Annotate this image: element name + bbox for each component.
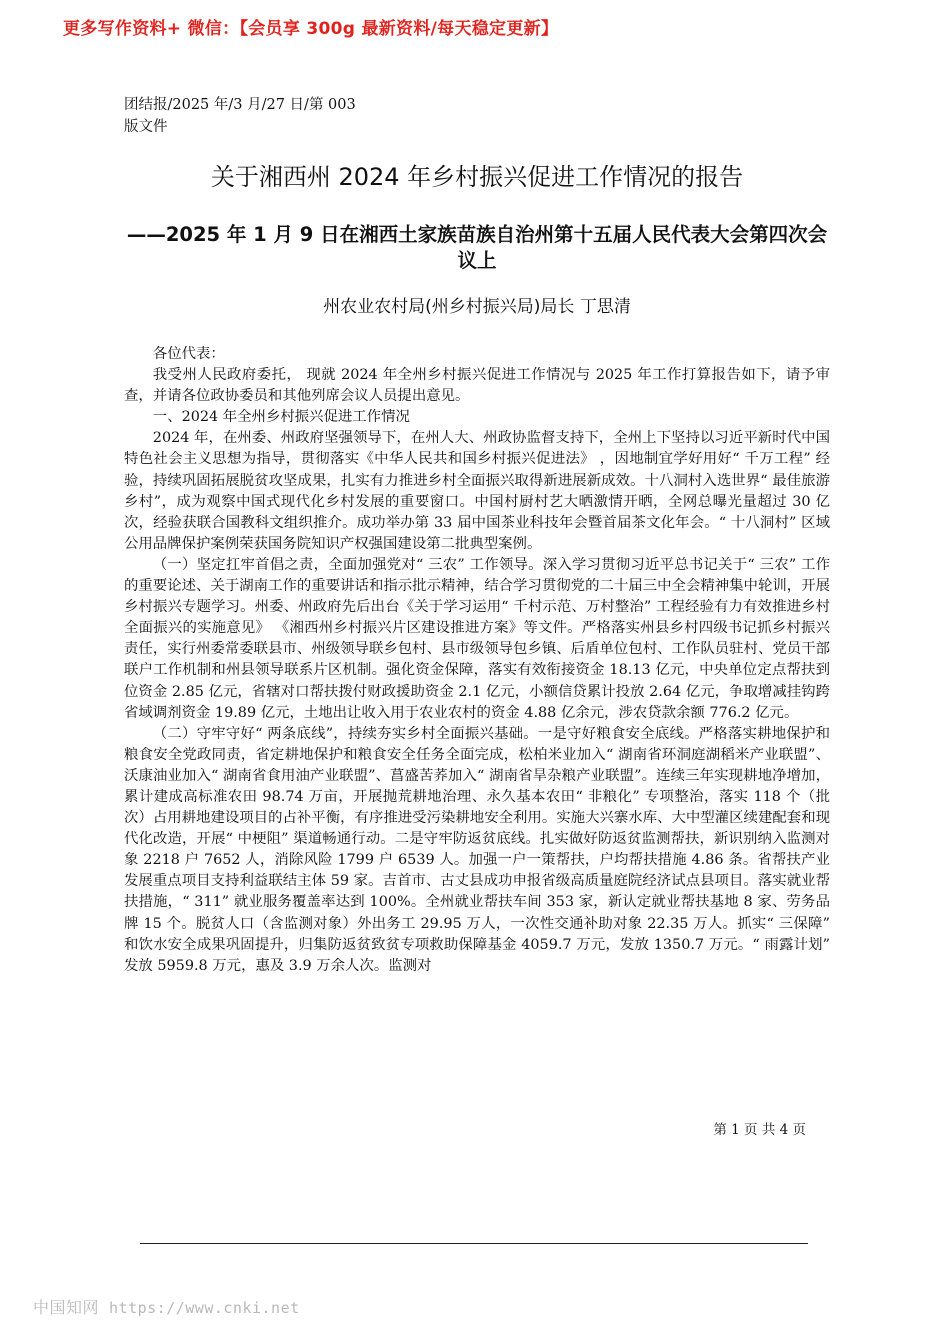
document-body (124, 344, 830, 977)
source-line-2: 版文件 (124, 119, 168, 135)
body-paragraph: （二）守牢守好“ 两条底线”，持续夯实乡村全面振兴基础。一是守好粮食安全底线。严格落实耕地保护和粮食安全党政同责，省定耕地保护和粮食安全任务全面完成，松柏米业加入“ 湖南省环洞庭湖稻米产业联盟”、沃康油业加入“ 湖南省食用油产业联盟”、菖盛苦荞加入“ 湖南省旱杂粮产业联盟”。连续三年实现耕地净增加，累计建成高标准农田 98.74 万亩，开展抛荒耕地治理、永久基本农田“ 非粮化” 专项整治，落实 118 个（批次）占用耕地建设项目的占补平衡，有序推进受污染耕地安全利用。实施大兴寨水库、大中型灌区续建配套和现代化改造，开展“ 中梗阻” 渠道畅通行动。二是守牢防返贫底线。扎实做好防返贫监测帮扶，新识别纳入监测对象 2218 户 7652 人，消除风险 1799 户 6539 人。加强一户一策帮扶，户均帮扶措施 4.86 条。省帮扶产业发展重点项目支持利益联结主体 59 家。吉首市、古丈县成功申报省级高质量庭院经济试点县项目。落实就业帮扶措施，“ 311” 就业服务覆盖率达到 100%。全州就业帮扶车间 353 家，新认定就业帮扶基地 8 家、劳务品牌 15 个。脱贫人口（含监测对象）外出务工 29.95 万人，一次性交通补助对象 22.35 万人。抓实“ 三保障” 和饮水安全成果巩固提升，归集防返贫致贫专项救助保障基金 4059.7 万元，发放 1350.7 万元。“ 雨露计划” 发放 5959.8 万元，惠及 3.9 万余人次。监测对 (124, 725, 830, 974)
watermark-site: 中国知网 (33, 1298, 100, 1317)
body-paragraph: 2024 年，在州委、州政府坚强领导下，在州人大、州政协监督支持下，全州上下坚持以习近平新时代中国特色社会主义思想为指导，贯彻落实《中华人民共和国乡村振兴促进法》 ，因地制宜学好用好“ 千万工程” 经验，持续巩固拓展脱贫攻坚成果，扎实有力推进乡村全面振兴取得新进展新成效。十八洞村入选世界“ 最佳旅游乡村”，成为观察中国式现代化乡村发展的重要窗口。中国村厨村艺大晒激情开晒，全网总曝光量超过 30 亿次，经验获联合国教科文组织推介。成功举办第 33 届中国茶业科技年会暨首届茶文化年会。“ 十八洞村” 区域公用品牌保护案例荣获国务院知识产权强国建设第二批典型案例。 (124, 430, 830, 552)
source-line-1: 团结报/2025 年/3 月/27 日/第 003 (124, 97, 356, 113)
document-subtitle: ——2025 年 1 月 9 日在湘西土家族苗族自治州第十五届人民代表大会第四次会议上 (126, 223, 828, 272)
promo-banner: 更多写作资料+ 微信：【会员享 300g 最新资料/每天稳定更新】 (63, 19, 559, 39)
body-paragraph: （一）坚定扛牢首倡之责，全面加强党对“ 三农” 工作领导。深入学习贯彻习近平总书记关于“ 三农” 工作的重要论述、关于湖南工作的重要讲话和指示批示精神，结合学习贯彻党的二十届三中全会精神集中轮训，开展乡村振兴专题学习。州委、州政府先后出台《关于学习运用“ 千村示范、万村整治” 工程经验有力有效推进乡村全面振兴的实施意见》 《湘西州乡村振兴片区建设推进方案》等文件。严格落实州县乡村四级书记抓乡村振兴责任，实行州委常委联县市、州级领导联乡包村、县市级领导包乡镇、后盾单位包村、工作队员驻村、党员干部联户工作机制和州县领导联系片区机制。强化资金保障，落实有效衔接资金 18.13 亿元，中央单位定点帮扶到位资金 2.85 亿元，省辖对口帮扶拨付财政援助资金 2.1 亿元，小额信贷累计投放 2.64 亿元，争取增减挂钩跨省域调剂资金 19.89 亿元，土地出让收入用于农业农村的资金 4.88 亿余元，涉农贷款余额 776.2 亿元。 (124, 556, 830, 721)
page-number: 第 1 页 共 4 页 (713, 1122, 806, 1138)
section-heading: 一、2024 年全州乡村振兴促进工作情况 (152, 409, 410, 426)
footer-divider (140, 1243, 808, 1244)
cnki-watermark (33, 1295, 300, 1318)
body-paragraph: 我受州人民政府委托， 现就 2024 年全州乡村振兴促进工作情况与 2025 年工作打算报告如下，请予审查，并请各位政协委员和其他列席会议人员提出意见。 (124, 367, 830, 405)
document-title: 关于湘西州 2024 年乡村振兴促进工作情况的报告 (210, 163, 744, 191)
source-metadata (124, 94, 424, 138)
watermark-url: https://www.cnki.net (109, 1299, 300, 1317)
document-author: 州农业农村局(州乡村振兴局)局长 丁思清 (323, 297, 631, 317)
salutation: 各位代表： (152, 346, 225, 362)
